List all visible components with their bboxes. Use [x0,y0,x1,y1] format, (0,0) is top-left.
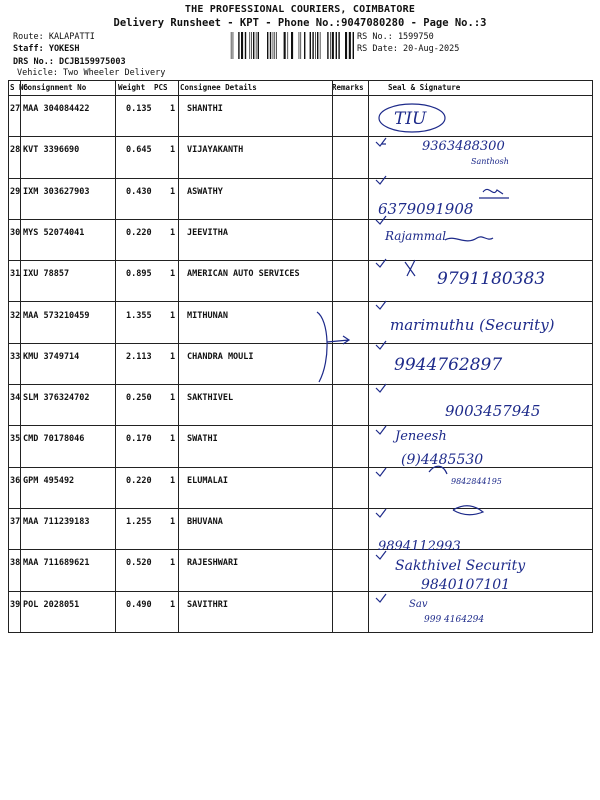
cell-consignment: POL 2028051 [23,599,80,610]
cell-pcs: 1 [170,434,176,445]
cell-pcs: 1 [170,145,176,156]
cell-sno: 33 [10,351,21,362]
scribble-31 [405,260,415,276]
hw-name-38: Sakthivel Security [395,558,526,574]
staff-label: Staff: YOKESH [13,44,80,54]
cell-weight: 0.170 [126,434,152,445]
cell-consignee: JEEVITHA [187,227,228,238]
cell-sno: 27 [10,104,21,114]
cell-consignment: IXM 303627903 [23,186,90,197]
col-consignment: Consignment No [23,83,87,92]
signature-overlay [9,80,592,632]
cell-consignee: AMERICAN AUTO SERVICES [187,269,300,280]
hw-phone-31: 9791180383 [437,269,546,289]
tick-mark-36 [376,468,386,476]
cell-weight: 0.220 [126,475,152,486]
tick-mark-37 [376,509,386,517]
hw-sig-36: 9842844195 [451,477,502,486]
hw-phone-37: 9894112993 [378,539,461,554]
cell-sno: 35 [10,434,21,445]
cell-pcs: 1 [170,104,176,114]
hw-phone-29: 6379091908 [378,200,474,218]
arrow-mark [327,336,349,344]
cell-consignee: CHANDRA MOULI [187,351,254,362]
cell-consignee: RAJESHWARI [187,558,239,569]
col-weight: Weight [118,83,146,92]
cell-consignee: SWATHI [187,434,218,445]
cell-weight: 1.255 [126,517,152,527]
cell-pcs: 1 [170,310,176,321]
cell-weight: 0.220 [126,227,152,238]
tick-mark-29 [376,176,386,184]
cell-consignee: BHUVANA [187,517,223,527]
hw-phone-28: 9363488300 [422,139,505,154]
cell-consignee: SAVITHRI [187,599,228,610]
cell-consignee: ASWATHY [187,186,223,197]
hw-phone-33: 9944762897 [394,355,503,375]
col-sno: S No [10,83,29,92]
cell-consignment: MAA 573210459 [23,310,90,321]
runsheet-table [8,80,593,633]
col-remarks: Remarks [332,83,364,92]
cell-pcs: 1 [170,475,176,486]
runsheet-title: Delivery Runsheet - KPT - Phone No.:9047080280 - Page No.:3 [113,17,487,29]
hw-phone-34: 9003457945 [445,402,541,420]
cell-pcs: 1 [170,393,176,404]
cell-consignment: KVT 3396690 [23,145,80,156]
cell-weight: 0.490 [126,599,152,610]
cell-consignment: GPM 495492 [23,475,75,486]
tick-mark-35 [376,426,386,434]
cell-consignment: IXU 78857 [23,269,70,280]
scribble-37 [453,506,483,515]
cell-sno: 29 [10,186,21,197]
cell-pcs: 1 [170,517,176,527]
scribble-30 [445,237,493,241]
cell-sno: 32 [10,310,21,321]
cell-consignee: SHANTHI [187,104,223,114]
cell-sno: 36 [10,475,21,486]
cell-consignment: SLM 376324702 [23,393,90,404]
cell-weight: 0.895 [126,269,152,280]
cell-sno: 30 [10,227,21,238]
drs-number: DRS No.: DCJB159975003 [13,57,126,67]
cell-consignment: KMU 3749714 [23,351,80,362]
cell-sno: 34 [10,393,21,404]
company-title: THE PROFESSIONAL COURIERS, COIMBATORE [184,4,416,15]
cell-weight: 0.135 [126,104,152,114]
cell-pcs: 1 [170,186,176,197]
cell-pcs: 1 [170,599,176,610]
cell-consignee: ELUMALAI [187,475,228,486]
cell-sno: 37 [10,517,21,527]
cell-consignment: MYS 52074041 [23,227,85,238]
hw-name-30: Rajammal [385,229,447,243]
tick-mark-34 [376,384,386,392]
route-label: Route: KALAPATTI [13,32,95,42]
cell-pcs: 1 [170,351,176,362]
tick-mark-32 [376,301,386,309]
cell-consignee: SAKTHIVEL [187,393,234,404]
rs-number: RS No.: 1599750 [357,32,434,42]
col-pcs: PCS [154,83,168,92]
hw-tiu: TIU [394,109,427,129]
tick-mark-39 [376,594,386,602]
hw-phone-35: (9)4485530 [401,452,484,468]
cell-weight: 0.645 [126,145,152,156]
col-consignee: Consignee Details [180,83,257,92]
cell-pcs: 1 [170,558,176,569]
hw-name-32: marimuthu (Security) [390,316,555,334]
hw-name-28: Santhosh [471,157,509,166]
hw-name-35: Jeneesh [395,429,447,444]
cell-pcs: 1 [170,227,176,238]
cell-pcs: 1 [170,269,176,280]
cell-consignment: CMD 70178046 [23,434,85,445]
hw-phone-38: 9840107101 [421,577,511,593]
hw-phone-39: 999 4164294 [424,615,485,625]
cell-sno: 28 [10,145,21,156]
cell-sno: 38 [10,558,21,569]
hw-sig-39: Sav [409,599,428,610]
cell-consignment: MAA 304084422 [23,104,90,114]
cell-weight: 1.355 [126,310,152,321]
tick-mark-28 [376,138,386,146]
cell-sno: 39 [10,599,21,610]
cell-sno: 31 [10,269,21,280]
cell-consignee: VIJAYAKANTH [187,145,244,156]
cell-weight: 0.250 [126,393,152,404]
rs-date: RS Date: 20-Aug-2025 [357,44,460,54]
cell-weight: 2.113 [126,351,152,362]
cell-consignee: MITHUNAN [187,310,228,321]
tick-mark-33 [376,341,386,349]
cell-weight: 0.520 [126,558,152,569]
tick-mark-31 [376,259,386,267]
vehicle-label: Vehicle: Two Wheeler Delivery [17,68,166,78]
barcode [228,32,354,59]
cell-consignment: MAA 711239183 [23,517,90,527]
cell-consignment: MAA 711689621 [23,558,90,569]
cell-weight: 0.430 [126,186,152,197]
scribble-29 [479,189,509,198]
col-seal: Seal & Signature [388,83,461,92]
bracket-mark [317,312,327,382]
